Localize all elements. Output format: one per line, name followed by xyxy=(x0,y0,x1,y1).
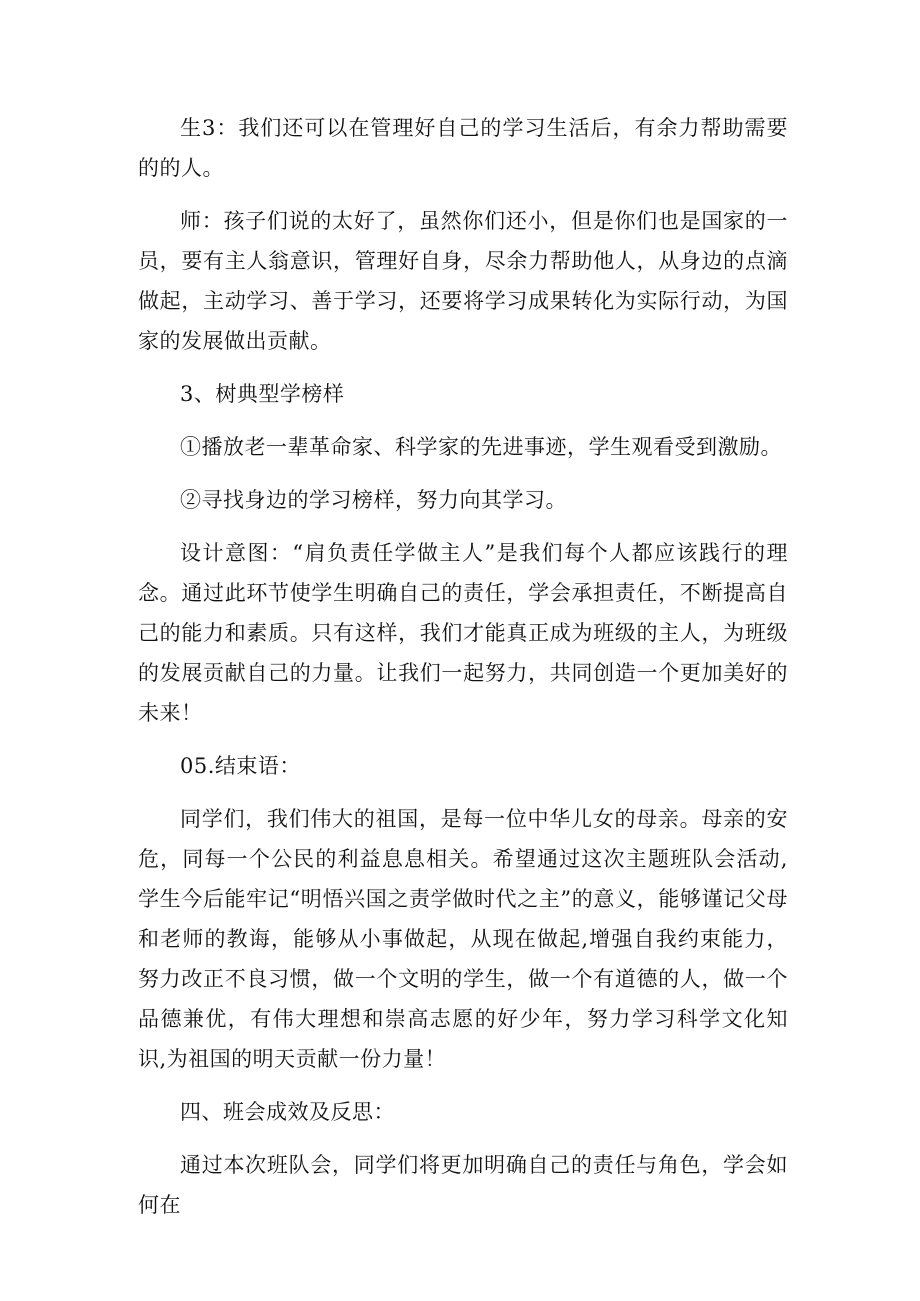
section-heading-reflection: 四、班会成效及反思： xyxy=(180,1100,395,1124)
student-3-statement: 生3：我们还可以在管理好自己的学习生活后，有余力帮助需要的的人。 xyxy=(138,116,788,180)
section-heading-closing: 05.结束语： xyxy=(180,754,301,778)
reflection-text: 通过本次班队会，同学们将更加明确自己的责任与角色，学会如何在 xyxy=(138,1153,788,1217)
list-item-find-models: ②寻找身边的学习榜样，努力向其学习。 xyxy=(180,488,567,512)
teacher-summary: 师：孩子们说的太好了，虽然你们还小，但是你们也是国家的一员，要有主人翁意识，管理好自身，尽余力帮助他人，从身边的点滴做起，主动学习、善于学习，还要将学习成果转化为实际行动，为国家的发展做出贡献。 xyxy=(138,209,788,353)
document-body xyxy=(138,108,788,1238)
list-item-play-videos: ①播放老一辈革命家、科学家的先进事迹，学生观看受到激励。 xyxy=(180,435,782,459)
closing-remarks: 同学们，我们伟大的祖国，是每一位中华儿女的母亲。母亲的安危，同每一个公民的利益息息相关。希望通过这次主题班队会活动,学生今后能牢记“明悟兴国之责学做时代之主”的意义，能够谨记父母和老师的教诲，能够从小事做起，从现在做起,增强自我约束能力，努力改正不良习惯，做一个文明的学生，做一个有道德的人，做一个品德兼优，有伟大理想和崇高志愿的好少年，努力学习科学文化知识,为祖国的明天贡献一份力量！ xyxy=(138,807,788,1071)
section-heading-role-models: 3、树典型学榜样 xyxy=(180,382,345,406)
design-intent: 设计意图：“肩负责任学做主人”是我们每个人都应该践行的理念。通过此环节使学生明确自己的责任，学会承担责任，不断提高自己的能力和素质。只有这样，我们才能真正成为班级的主人，为班级的发展贡献自己的力量。让我们一起努力，共同创造一个更加美好的未来！ xyxy=(138,541,788,725)
